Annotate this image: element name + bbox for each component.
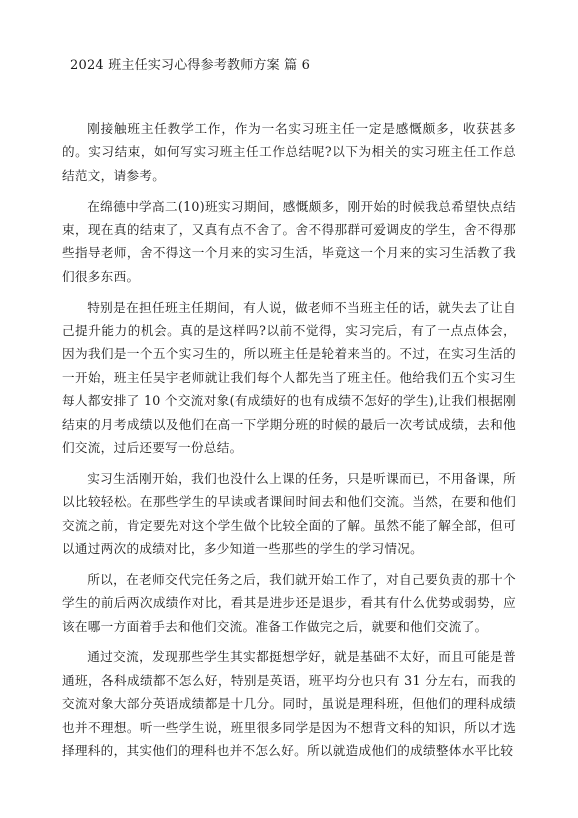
paragraph-6: 通过交流，发现那些学生其实都挺想学好，就是基础不太好，而且可能是普通班，各科成绩都不怎么好，特别是英语，班平均分也只有 31 分左右，而我的交流对象大部分英语成绩都是十几分。同时，虽说是理科班，但他们的理科成绩也并不理想。听一些学生说，班里很多同学是因为不想背文科的知识，所以才选择理科的，其实他们的理科也并不怎么好。所以就造成他们的成绩整体水平比较 — [62, 649, 516, 759]
paragraph-1: 刚接触班主任教学工作，作为一名实习班主任一定是感慨颇多，收获甚多的。实习结束，如何写实习班主任工作总结呢?以下为相关的实习班主任工作总结范文，请参考。 — [62, 121, 516, 183]
document-body — [62, 117, 516, 770]
paragraph-3: 特别是在担任班主任期间，有人说，做老师不当班主任的话，就失去了让自己提升能力的机会。真的是这样吗?以前不觉得，实习完后，有了一点点体会，因为我们是一个五个实习生的，所以班主任是轮着来当的。不过，在实习生活的一开始，班主任吴宇老师就让我们每个人都先当了班主任。他给我们五个实习生每人都安排了 10 个交流对象(有成绩好的也有成绩不怎好的学生),让我们根据刚结束的月考成绩以及他们在高一下学期分班的时候的最后一次考试成绩，去和他们交流，过后还要写一份总结。 — [62, 299, 516, 456]
paragraph-5: 所以，在老师交代完任务之后，我们就开始工作了，对自己要负责的那十个学生的前后两次成绩作对比，看其是进步还是退步，看其有什么优势或弱势，应该在哪一方面着手去和他们交流。准备工作做完之后，就要和他们交流了。 — [62, 571, 516, 634]
document-title: 2024 班主任实习心得参考教师方案 篇 6 — [70, 58, 311, 73]
paragraph-4: 实习生活刚开始，我们也没什么上课的任务，只是听课而已，不用备课，所以比较轻松。在那些学生的早读或者课间时间去和他们交流。当然，在要和他们交流之前，肯定要先对这个学生做个比较全面的了解。虽然不能了解全部，但可以通过两次的成绩对比，多少知道一些那些的学生的学习情况。 — [62, 470, 516, 557]
paragraph-2: 在绵德中学高二(10)班实习期间，感慨颇多，刚开始的时候我总希望快点结束，现在真的结束了，又真有点不舍了。舍不得那群可爱调皮的学生，舍不得那些指导老师，舍不得这一个月来的实习生活，毕竟这一个月来的实习生活教了我们很多东西。 — [62, 198, 516, 284]
